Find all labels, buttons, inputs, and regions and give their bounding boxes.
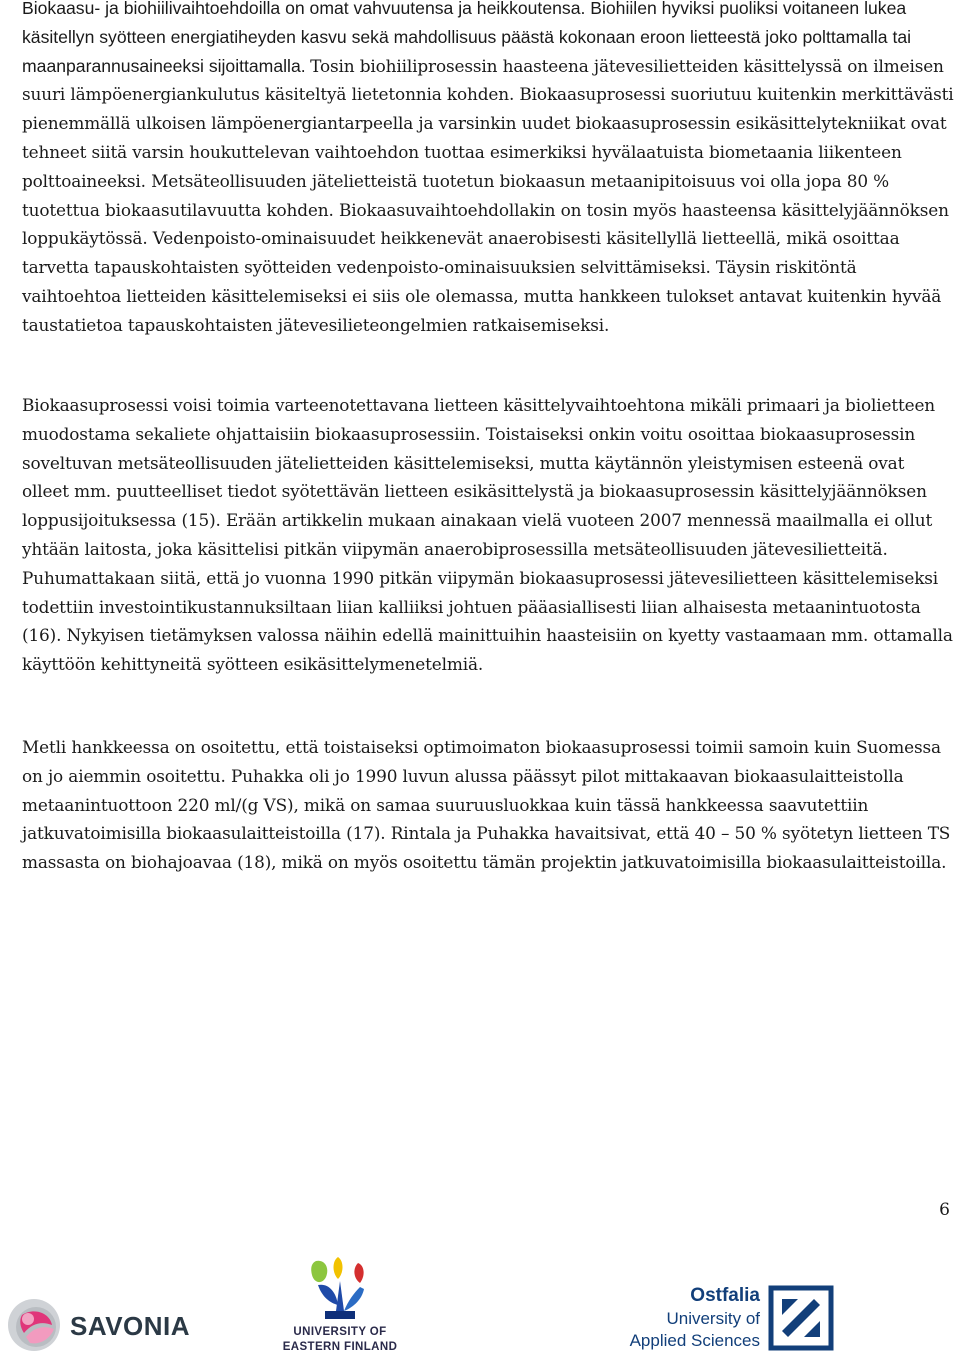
ostfalia-emblem-icon	[768, 1285, 834, 1351]
ostfalia-name: Ostfalia	[690, 1285, 760, 1306]
paragraph-1	[22, 0, 954, 340]
ostfalia-line-2: University of	[666, 1309, 760, 1328]
paragraph-1-serif-text: Tosin biohiiliprosessin haasteena jätevesilietteiden käsittelyssä on ilmeisen suuri lämpöenergiankulutus käsiteltyä lietetonnia kohden. Biokaasuprosessi suoriutuu kuitenkin merkittävästi pienemmällä ulkoisen lämpöenergiantarpeella ja varsinkin uudet biokaasuprosessin esikäsittelytekniikat ovat tehneet siitä varsin houkuttelevan vaihtoehdon tuottaa esimerkiksi hyvälaatuista biometaania liikenteen polttoaineeksi. Metsäteollisuuden jätelietteistä tuotetun biokaasun metaanipitoisuus voi olla jopa 80 % tuotettua biokaasutilavuutta kohden. Biokaasuvaihtoehdollakin on tosin myös haasteensa käsittelyjäännöksen loppukäytössä. Vedenpoisto-ominaisuudet heikkenevät anaerobisesti käsitellyllä lietteellä, mikä osoittaa tarvetta tapauskohtaisten syötteiden vedenpoisto-ominaisuuksien selvittämiseksi. Täysin riskitöntä vaihtoehtoa lietteiden käsittelemiseksi ei siis ole olemassa, mutta hankkeen tulokset antavat kuitenkin hyvää taustatietoa tapauskohtaisten jätevesilieteongelmien ratkaisemiseksi.	[22, 55, 954, 335]
paragraph-1-sans-text: Biokaasu- ja biohiilivaihtoehdoilla on omat vahvuutensa ja heikkoutensa. Biohiilen hyviksi puoliksi voitaneen lukea käsitellyn syötteen energiatiheyden kasvu sekä mahdollisuus päästä kokonaan eroon lietteestä joko polttamalla tai maanparannusaineeksi sijoittamalla.	[22, 0, 912, 76]
paragraph-2: Biokaasuprosessi voisi toimia varteenotettavana lietteen käsittelyvaihtoehtona mikäli primaari ja biolietteen muodostama sekaliete ohjattaisiin biokaasuprosessiin. Toistaiseksi onkin voitu osoittaa biokaasuprosessin soveltuvan metsäteollisuuden jätelietteiden käsittelemiseksi, mutta käytännön yleistymisen esteenä ovat olleet mm. puutteelliset tiedot syötettävän lietteen esikäsittelystä ja biokaasuprosessin käsittelyjäännöksen loppusijoituksessa (15). Erään artikkelin mukaan ainakaan vielä vuoteen 2007 mennessä maailmalla ei ollut yhtään laitosta, joka käsittelisi pitkän viipymän anaerobiprosessilla metsäteollisuuden jätevesilietteitä. Puhumattakaan siitä, että jo vuonna 1990 pitkän viipymän biokaasuprosessi jätevesilietteen käsittelemiseksi todettiin investointikustannuksiltaan liian kalliiksi johtuen pääasiallisesti liian alhaisesta metaanintuotosta (16). Nykyisen tietämyksen valossa näihin edellä mainittuihin haasteisiin on kyetty vastaamaan mm. ottamalla käyttöön kehittyneitä syötteen esikäsittelymenetelmiä.	[22, 395, 953, 675]
savonia-emblem-icon	[6, 1297, 62, 1353]
uef-name-line-1: UNIVERSITY OF	[293, 1326, 387, 1338]
ostfalia-line-3: Applied Sciences	[629, 1331, 760, 1350]
paragraph-3: Metli hankkeessa on osoitettu, että toistaiseksi optimoimaton biokaasuprosessi toimii samoin kuin Suomessa on jo aiemmin osoitettu. Puhakka oli jo 1990 luvun alussa päässyt pilot mittakaavan biokaasulaitteistolla metaanintuottoon 220 ml/(g VS), mikä on samaa suuruusluokkaa kuin tässä hankkeessa saavutettiin jatkuvatoimisilla biokaasulaitteistoilla (17). Rintala ja Puhakka havaitsivat, että 40 – 50 % syötetyn lietteen TS massasta on biohajoavaa (18), mikä on myös osoitettu tämän projektin jatkuvatoimisilla biokaasulaitteistoilla.	[22, 737, 951, 873]
ostfalia-logo	[629, 1281, 840, 1356]
savonia-logo	[6, 1295, 206, 1355]
uef-name-line-2: EASTERN FINLAND	[282, 1341, 398, 1353]
page-number: 6	[939, 1200, 950, 1220]
savonia-wordmark: SAVONIA	[70, 1311, 191, 1341]
uef-logo	[280, 1255, 400, 1360]
footer-logos	[0, 1255, 960, 1360]
uef-emblem-icon	[280, 1255, 400, 1323]
